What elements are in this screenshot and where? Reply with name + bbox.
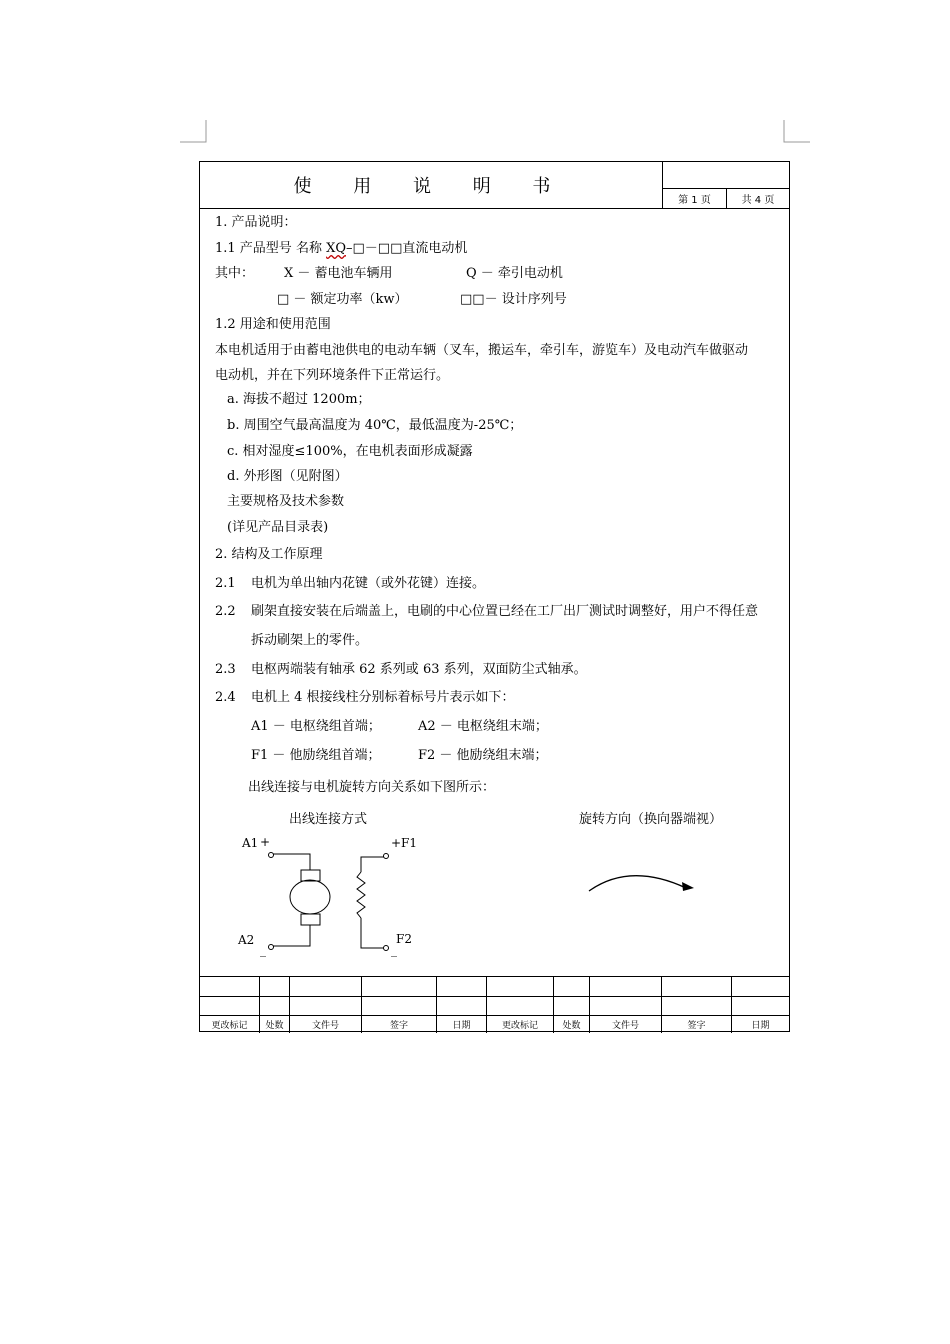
header-blank-cell: [663, 162, 789, 189]
label-f2-minus: _: [391, 943, 397, 957]
label-f1: F1: [401, 836, 417, 850]
section-1-2-heading: 1.2 用途和使用范围: [215, 317, 331, 332]
wiring-diagram: [230, 830, 430, 965]
wire-f1: [361, 857, 384, 872]
label-a1-plus: +: [260, 835, 271, 849]
terminal-a2: A2 － 电枢绕组末端；: [418, 719, 548, 734]
usage-para-line-1: 本电机适用于由蓄电池供电的电动车辆（叉车，搬运车，牵引车，游览车）及电动汽车做驱动: [215, 343, 749, 358]
relation-text: 出线连接与电机旋转方向关系如下图所示：: [248, 780, 496, 795]
col-date: 日期: [452, 1021, 471, 1031]
armature-circle: [290, 880, 330, 914]
terminal-a1: A1 － 电枢绕组首端；: [251, 719, 381, 734]
document-form: [199, 161, 790, 1032]
header: [200, 162, 789, 209]
label-a1: A1: [242, 836, 259, 850]
label-f2: F2: [396, 932, 412, 946]
condition-b: b. 周围空气最高温度为 40℃，最低温度为-25℃；: [227, 418, 523, 433]
page-title: 使 用 说 明 书: [200, 162, 663, 208]
condition-a: a. 海拔不超过 1200m；: [227, 392, 371, 407]
brush-top: [301, 870, 320, 881]
code-power: □ － 额定功率（kw）: [277, 292, 408, 307]
condition-d: d. 外形图（见附图）: [227, 469, 348, 484]
terminal-a2-circle: [269, 945, 274, 950]
code-x: X － 蓄电池车辆用: [284, 266, 393, 281]
where-label: 其中：: [215, 266, 255, 281]
section-2-2-number: 2.2: [215, 604, 236, 619]
terminal-f1-circle: [384, 854, 389, 859]
code-q: Q － 牵引电动机: [466, 266, 563, 281]
wiring-diagram-title: 出线连接方式: [289, 812, 368, 827]
section-2-1-text: 电机为单出轴内花键（或外花键）连接。: [251, 576, 486, 591]
field-winding-coil: [357, 872, 365, 918]
col-count-2: 处数: [562, 1021, 581, 1031]
page-number: 第 1 页: [663, 189, 727, 208]
label-f1-plus: +: [391, 836, 402, 850]
crop-mark-left: [180, 120, 210, 146]
model-suffix: –□－□□直流电动机: [346, 241, 468, 256]
section-2-3-number: 2.3: [215, 662, 236, 677]
catalog-note: (详见产品目录表): [227, 520, 329, 535]
section-2-2-line-2: 拆动刷架上的零件。: [251, 633, 369, 648]
section-2-3-text: 电枢两端装有轴承 62 系列或 63 系列，双面防尘式轴承。: [251, 662, 587, 677]
main-spec-label: 主要规格及技术参数: [227, 494, 345, 509]
terminal-f2-circle: [384, 946, 389, 951]
col-file-no-2: 文件号: [611, 1021, 639, 1031]
wire-a2: [273, 925, 310, 946]
terminal-f2: F2 － 他励绕组末端；: [418, 748, 548, 763]
rotation-direction-arrow: [580, 862, 710, 902]
section-2-1-number: 2.1: [215, 576, 236, 591]
section-2-4-number: 2.4: [215, 690, 236, 705]
label-a2: A2: [238, 933, 255, 947]
rotation-diagram-title: 旋转方向（换向器端视）: [579, 812, 723, 827]
terminal-a1-circle: [269, 853, 274, 858]
col-signature-2: 签字: [687, 1021, 706, 1031]
col-signature: 签字: [389, 1021, 408, 1031]
col-change-mark: 更改标记: [211, 1021, 248, 1031]
model-line: [215, 241, 467, 257]
label-a2-minus: _: [260, 943, 266, 957]
col-count: 处数: [265, 1021, 284, 1031]
section-2-4-text: 电机上 4 根接线柱分别标着标号片表示如下：: [251, 690, 515, 705]
section-1-heading: 1. 产品说明：: [215, 215, 297, 230]
model-code: XQ: [326, 241, 346, 256]
section-2-2-line-1: 刷架直接安装在后端盖上，电刷的中心位置已经在工厂出厂测试时调整好，用户不得任意: [251, 604, 759, 619]
revision-table: [200, 976, 789, 1033]
col-change-mark-2: 更改标记: [501, 1021, 538, 1031]
usage-para-line-2: 电动机，并在下列环境条件下正常运行。: [215, 368, 450, 383]
section-2-heading: 2. 结构及工作原理: [215, 547, 323, 562]
wire-a1: [273, 854, 310, 870]
crop-mark-right: [780, 120, 810, 146]
col-file-no: 文件号: [311, 1021, 339, 1031]
page-total: 共 4 页: [741, 195, 775, 206]
wire-f2: [361, 918, 384, 948]
brush-bottom: [301, 914, 320, 925]
terminal-f1: F1 － 他励绕组首端；: [251, 748, 381, 763]
condition-c: c. 相对湿度≤100%，在电机表面形成凝露: [227, 444, 473, 459]
model-prefix: 1.1 产品型号 名称: [215, 241, 327, 256]
code-series: □□－ 设计序列号: [460, 292, 567, 307]
col-date-2: 日期: [751, 1021, 770, 1031]
